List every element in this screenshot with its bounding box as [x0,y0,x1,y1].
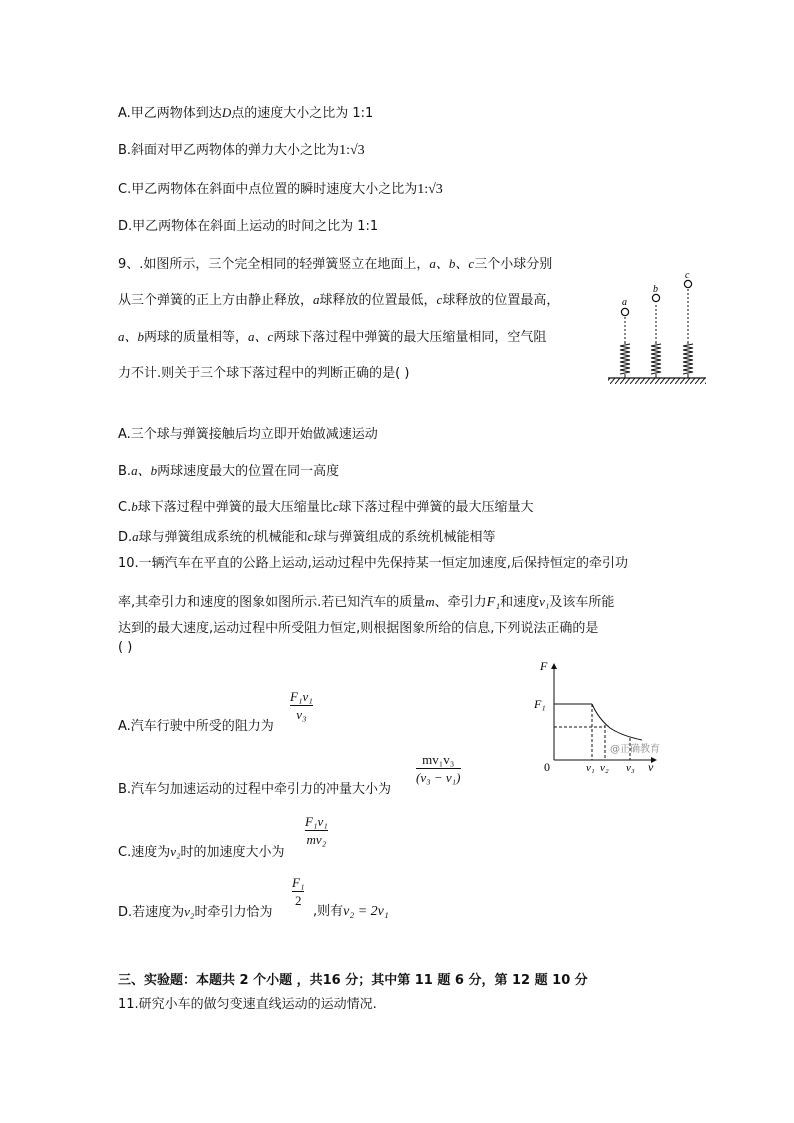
q9-opt-d-pre: D. [118,530,133,545]
q9-line4: 力不计.则关于三个球下落过程中的判断正确的是( ) [118,366,410,381]
y-axis-label: F [540,659,548,673]
q10-opt-d-v2: v₂ [184,904,195,919]
q8-option-c [118,183,443,197]
frac-denominator: v₃ [296,707,307,722]
q8-option-c-text: C.甲乙两物体在斜面中点位置的瞬时速度大小之比为 [118,182,418,197]
q10-opt-d-eq: v₂ = 2v₁ [343,904,389,919]
q8-option-c-ratio: 1:√3 [417,182,443,197]
q9-opt-b-vars: a、b [131,463,158,478]
origin-label: 0 [544,760,550,774]
ground-hatch [608,378,706,384]
tick-v2: v₂ [600,762,609,774]
q9-opt-c-mid: 球下落过程中弹簧的最大压缩量比 [137,500,333,515]
fraction-bar [292,891,304,892]
q11-text: 11.研究小车的做匀变速直线运动的运动情况. [118,997,377,1012]
q8-option-b-ratio: 1:√3 [339,143,365,158]
q10-line2-d: 及该车所能 [549,595,615,610]
spring-a [620,308,630,378]
q10-force-velocity-graph [530,658,680,776]
q10-opt-d-text: D.若速度为 [118,905,185,920]
q10-opt-c-post: 时的加速度大小为 [180,845,285,860]
q10-opt-b-text: B.汽车匀加速运动的过程中牵引力的冲量大小为 [118,782,392,797]
q9-line2-b: 球释放的位置最低， [319,293,437,308]
constant-power-curve [592,704,642,740]
q9-opt-b-post: 两球速度最大的位置在同一高度 [157,464,340,479]
q10-opt-a-fraction [290,690,313,721]
label-c: c [685,270,690,281]
q11-stem [118,998,377,1011]
q9-vars-ac: a、c [248,329,274,344]
q9-opt-c-pre: C. [118,500,132,515]
q9-opt-c-var-c: c [332,499,339,514]
spring-c [683,280,693,378]
q10-opt-c-text: C.速度为 [118,845,171,860]
q10-var-m: m [425,594,435,609]
q9-option-d [118,530,495,544]
q10-line-2 [118,595,614,610]
section3-heading: 三、实验题：本题共 2 个小题 ，共16 分；其中第 11 题 6 分，第 12 题 10 分 [118,973,588,988]
q9-opt-d-post: 球与弹簧组成的系统机械能相等 [313,530,496,545]
q9-vars-abc: a、b、c [429,256,475,271]
q9-opt-b-pre: B. [118,464,132,479]
f1-label: F₁ [534,697,546,711]
q9-line3-b: 两球下落过程中弹簧的最大压缩量相同，空气阻 [273,330,547,345]
q10-var-f1: F₁ [486,595,501,610]
fraction-bar [290,705,313,706]
q10-option-b [118,783,391,796]
q10-line2-b: 、牵引力 [434,595,487,610]
q10-line4: ( ) [118,640,133,655]
spring-b [651,294,661,378]
q9-opt-d-mid: 球与弹簧组成系统的机械能和 [138,530,308,545]
q10-opt-c-fraction [305,815,328,846]
q9-option-b [118,464,339,478]
frac-numerator: F₁v₁ [290,689,313,704]
q9-opt-a-text: A.三个球与弹簧接触后均立即开始做减速运动 [118,427,378,442]
q9-opt-c-var-b: b [131,499,138,514]
watermark: @正确教育 [610,744,660,755]
q10-option-c [118,845,285,859]
q10-line-1 [118,557,628,570]
q10-opt-a-text: A.汽车行驶中所受的阻力为 [118,719,274,734]
tick-v3: v₃ [626,762,635,774]
tick-v1: v₁ [586,762,595,774]
q9-line3-a: 两球的质量相等， [144,330,249,345]
q8-option-d [118,220,378,233]
frac-denominator: mv₂ [306,832,327,847]
q10-opt-d-mid: 时牵引力恰为 [194,905,273,920]
q9-var-c: c [436,292,443,307]
frac-denominator: 2 [294,893,302,908]
q9-option-a [118,428,378,441]
q9-line2-c: 球释放的位置最高， [442,293,560,308]
q10-opt-c-v2: v₂ [170,844,181,859]
frac-numerator: F₁ [292,875,305,890]
x-axis-label: v [648,760,654,774]
q9-line1-post: 三个小球分别 [474,257,553,272]
q10-opt-d-post: ,则有 [313,904,344,919]
var-d: D [221,105,232,120]
q10-option-d-tail [313,905,389,919]
frac-numerator: mv₁v₃ [422,752,455,767]
q9-var-a: a [313,292,320,307]
q10-option-a [118,720,274,733]
q9-opt-c-post: 球下落过程中弹簧的最大压缩量大 [338,500,534,515]
q10-opt-d-fraction [292,876,304,907]
frac-denominator: (v₃ − v₁) [416,770,461,785]
label-a: a [622,297,627,308]
q10-line3: 达到的最大速度,运动过程中所受阻力恒定,则根据图象所给的信息,下列说法正确的是 [118,621,599,636]
q8-option-a [118,106,373,120]
q9-opt-d-var-a: a [132,529,139,544]
frac-numerator: F₁v₁ [305,814,328,829]
q10-opt-b-fraction [416,753,461,784]
q10-line2-c: 和速度 [500,595,540,610]
q10-line2-a: 率,其牵引力和速度的图象如图所示.若已知汽车的质量 [118,595,426,610]
q9-vars-ab: a、b [118,329,145,344]
q9-line-1 [118,257,552,271]
q9-line-2 [118,293,559,307]
q10-var-v1: v₁ [539,594,550,609]
q9-line2-a: 从三个弹簧的正上方由静止释放， [118,293,314,308]
q8-option-a-text2: 点的速度大小之比为 1:1 [231,106,374,121]
q9-option-c [118,500,534,514]
fraction-bar [416,768,461,769]
q10-option-d [118,905,272,919]
q9-line-3 [118,330,546,344]
label-b: b [653,284,658,295]
q8-option-d-text: D.甲乙两物体在斜面上运动的时间之比为 1:1 [118,219,379,234]
q8-option-b-text: B.斜面对甲乙两物体的弹力大小之比为 [118,143,340,158]
q9-line1-pre: 9、.如图所示，三个完全相同的轻弹簧竖立在地面上， [118,257,430,272]
q10-line-4 [118,641,132,654]
fraction-bar [305,830,328,831]
q10-line-3 [118,622,598,635]
q9-line-4 [118,367,409,380]
q8-option-a-text: A.甲乙两物体到达 [118,106,222,121]
section-heading [118,974,588,987]
q9-springs-figure [600,270,710,386]
q8-option-b [118,144,365,158]
q9-opt-d-var-c: c [307,529,314,544]
q10-line1: 10.一辆汽车在平直的公路上运动,运动过程中先保持某一恒定加速度,后保持恒定的牵引功 [118,556,628,571]
